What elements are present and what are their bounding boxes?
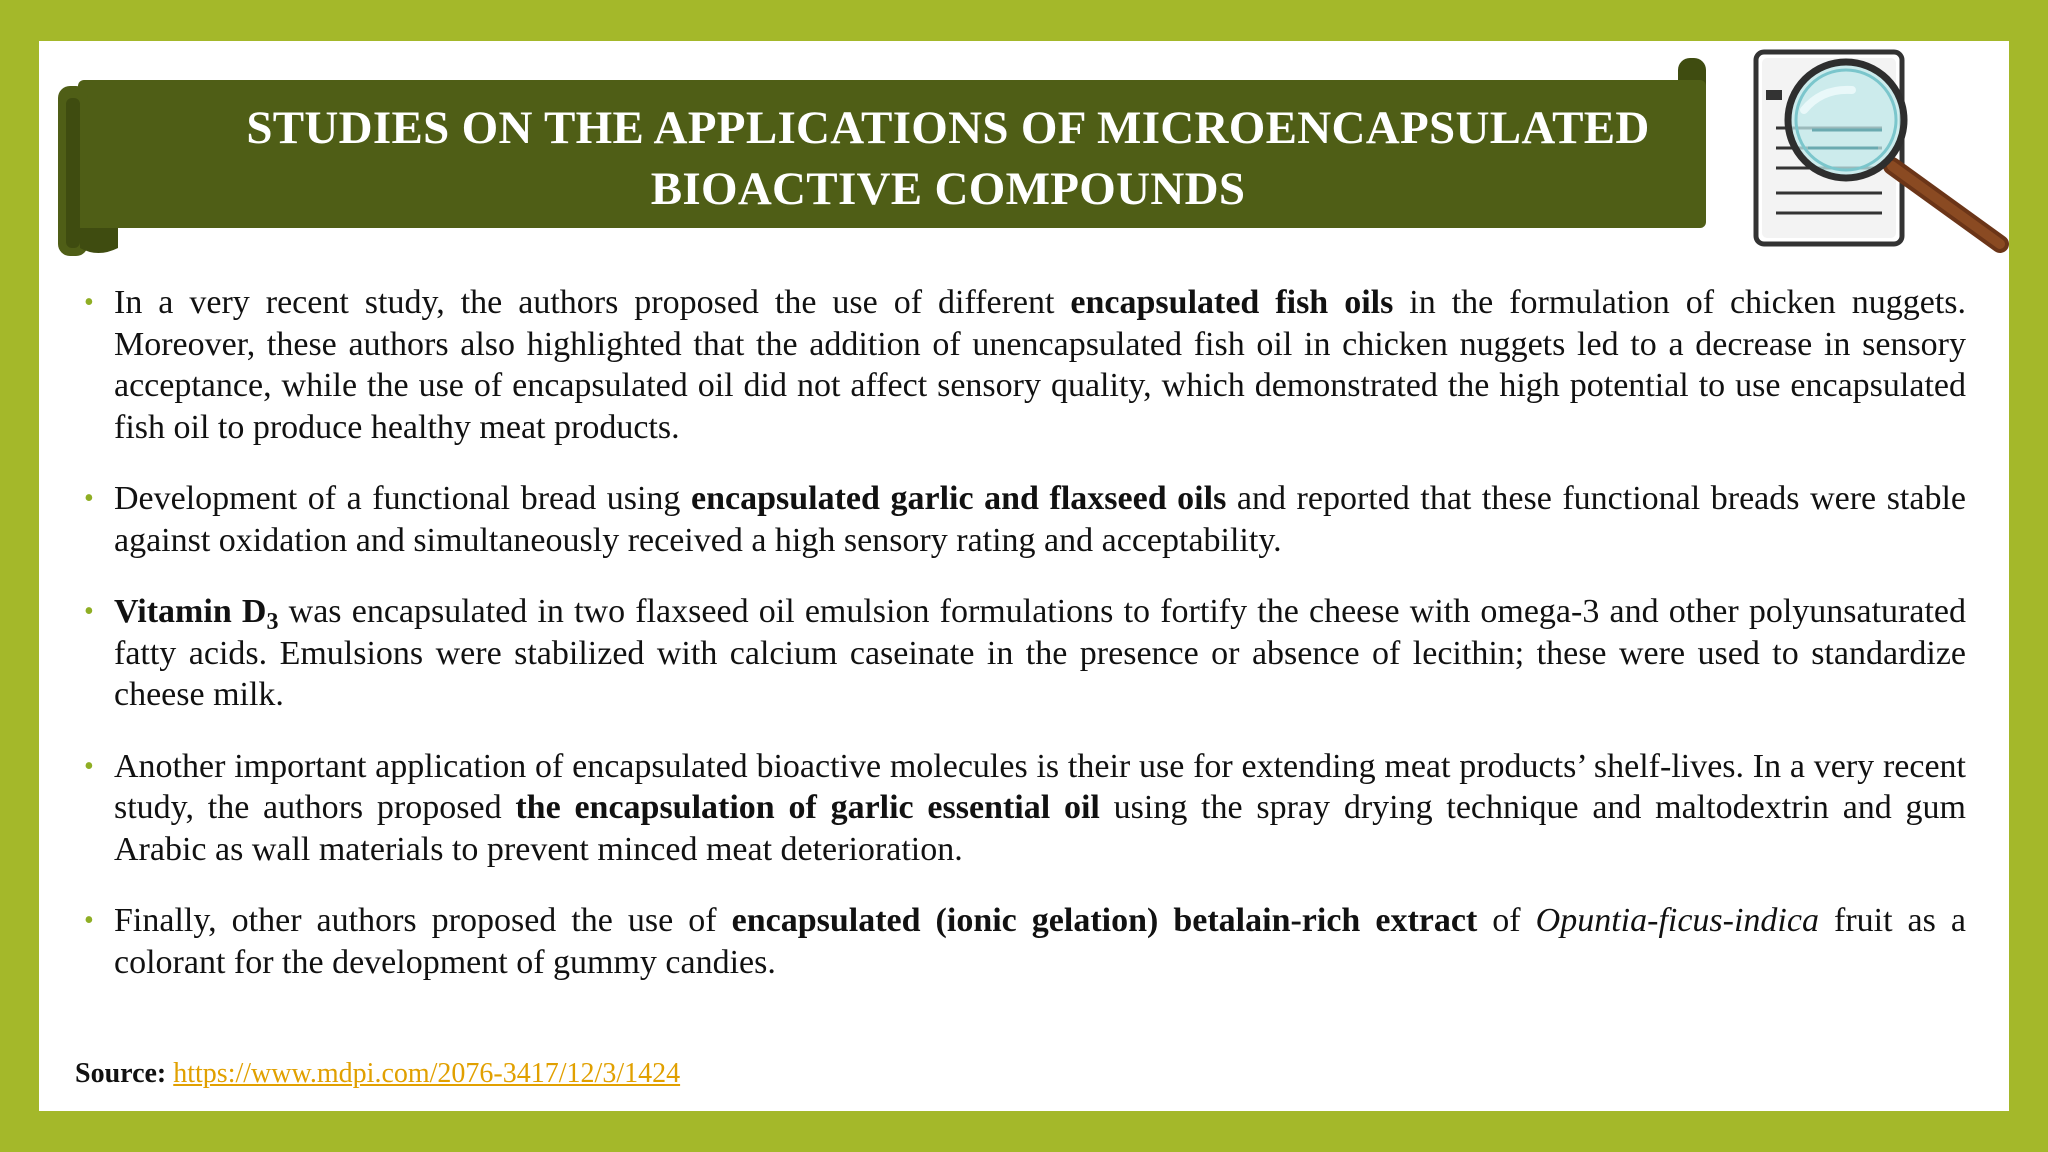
bullet-emphasis: encapsulated fish oils — [1070, 284, 1394, 321]
bullet-italic: Opuntia-ficus-indica — [1535, 902, 1819, 939]
bullet-text: Another important application of encapsulated bioactive molecules is their use for extending meat products’ shelf-lives. In a very recent study, the authors proposed — [114, 747, 1966, 826]
bullet-text: and reported that these functional breads were stable against oxidation and simultaneously received a high sensory rating and acceptability. — [114, 480, 1966, 559]
bullet-dot-icon: • — [84, 287, 94, 318]
page-title-line1: STUDIES ON THE APPLICATIONS OF MICROENCAPSULATED — [246, 102, 1650, 154]
bullet-text: Development of a functional bread using — [114, 480, 692, 517]
bullet-item-fish-oils — [84, 282, 1966, 448]
bullet-emphasis: the encapsulation of garlic essential oil — [515, 789, 1100, 826]
bullet-text: using the spray drying technique and maltodextrin and gum Arabic as wall materials to prevent minced meat deterioration. — [114, 789, 1967, 868]
bullet-text: in the formulation of chicken nuggets. Moreover, these authors also highlighted that the addition of unencapsulated fish oil in chicken nuggets led to a decrease in sensory acceptance, while the use of encapsulated oil did not affect sensory quality, which demonstrated the high potential to use encapsulated fish oil to produce healthy meat products. — [114, 284, 1966, 446]
bullet-list — [84, 282, 1966, 1013]
source-link[interactable]: https://www.mdpi.com/2076-3417/12/3/1424 — [173, 1058, 681, 1089]
bullet-text: of — [1477, 902, 1536, 939]
bullet-item-garlic-essential-oil — [84, 746, 1966, 871]
title-banner — [58, 58, 1708, 258]
bullet-emphasis: encapsulated garlic and flaxseed oils — [691, 480, 1227, 517]
bullet-dot-icon: • — [84, 596, 94, 627]
bullet-emphasis: Vitamin $D_3$ — [114, 593, 279, 635]
bullet-text: was encapsulated in two flaxseed oil emulsion formulations to fortify the cheese with omega-3 and other polyunsaturated fatty acids. Emulsions were stabilized with calcium caseinate in the presence or absence of lecithin; these were used to standardize cheese milk. — [114, 593, 1966, 713]
source-label: Source: — [75, 1058, 167, 1089]
source-citation — [75, 1058, 680, 1090]
bullet-item-betalain-extract — [84, 900, 1966, 983]
bullet-item-vitamin-d3 — [84, 591, 1966, 716]
page-title-line2: BIOACTIVE COMPOUNDS — [650, 163, 1246, 215]
bullet-text: Finally, other authors proposed the use of — [114, 902, 732, 939]
bullet-text: fruit as a colorant for the development of gummy candies. — [114, 902, 1967, 981]
bullet-dot-icon: • — [84, 483, 94, 514]
bullet-dot-icon: • — [84, 750, 94, 782]
page-title — [128, 98, 1768, 220]
bullet-dot-icon: • — [84, 905, 94, 936]
magnifier-over-document-icon — [1752, 48, 2014, 254]
bullet-emphasis: encapsulated (ionic gelation) betalain-rich extract — [731, 902, 1478, 939]
bullet-text: In a very recent study, the authors proposed the use of different — [114, 284, 1071, 321]
bullet-item-functional-bread — [84, 478, 1966, 561]
